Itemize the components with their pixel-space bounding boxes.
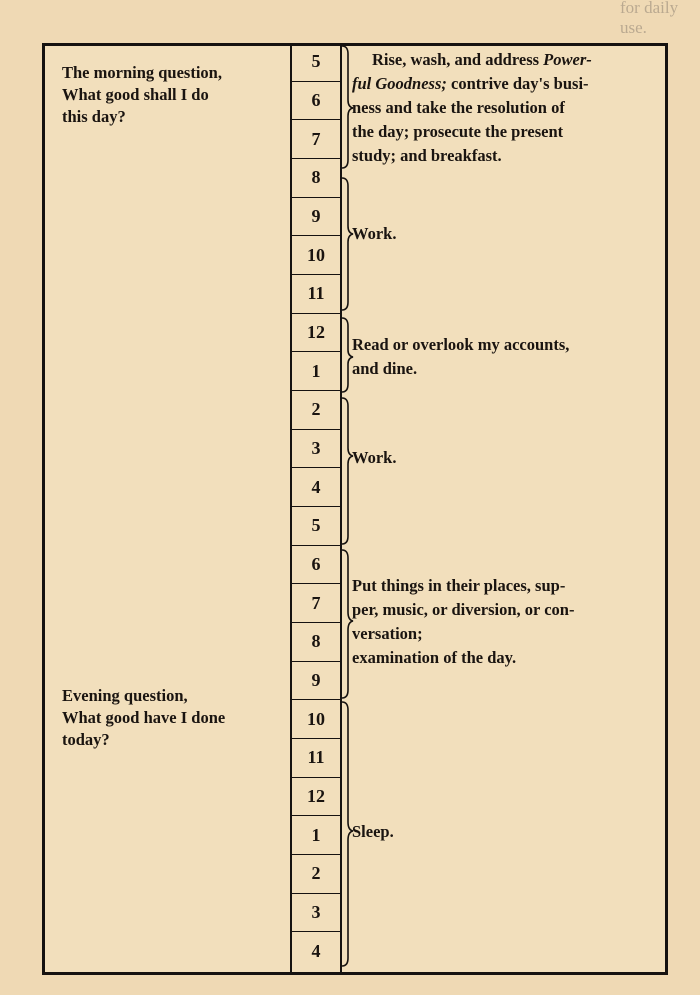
hour-cell: 7: [292, 120, 340, 159]
read-text: Read or overlook my accounts,: [352, 335, 570, 354]
evening-text: Put things in their places, sup-: [352, 576, 566, 595]
brace-sleep: [342, 702, 353, 966]
hour-cell: 1: [292, 816, 340, 855]
brace-work-afternoon: [342, 398, 353, 544]
hour-cell: 2: [292, 391, 340, 430]
hour-cell: 5: [292, 43, 340, 82]
morning-question-line: this day?: [62, 107, 126, 126]
rise-text-italic: ful Goodness;: [352, 74, 447, 93]
brace-evening: [342, 550, 353, 698]
rise-text: study; and breakfast.: [352, 146, 502, 165]
hour-cell: 10: [292, 700, 340, 739]
evening-question-line: today?: [62, 730, 110, 749]
hour-cell: 4: [311, 941, 321, 962]
rise-text: the day; prosecute the present: [352, 122, 564, 141]
hour-cell: 11: [292, 739, 340, 778]
morning-question-line: The morning question,: [62, 63, 222, 82]
evening-question-line: Evening question,: [62, 686, 188, 705]
brace-work-morning: [342, 178, 353, 310]
evening-text: per, music, or diversion, or con-: [352, 600, 575, 619]
rise-text: ness and take the resolution of: [352, 98, 565, 117]
hour-cell: 1: [292, 352, 340, 391]
activity-work-afternoon: Work.: [352, 448, 397, 467]
brace-read: [342, 318, 353, 392]
bleed-through-text: for daily use.: [620, 0, 679, 37]
evening-question-line: What good have I done: [62, 708, 226, 727]
hour-cell: 5: [292, 507, 340, 546]
rise-text: Rise, wash, and address: [372, 50, 544, 69]
hour-cell: 2: [292, 855, 340, 894]
hour-cell: 4: [292, 468, 340, 507]
rise-text-italic: Power-: [543, 50, 592, 69]
hour-cell: 8: [292, 159, 340, 198]
evening-text: examination of the day.: [352, 648, 517, 667]
hour-cell: 3: [292, 430, 340, 469]
hour-cell: 9: [292, 662, 340, 701]
hour-cell: 3: [292, 894, 340, 933]
activity-sleep: Sleep.: [352, 822, 394, 841]
read-text: and dine.: [352, 359, 418, 378]
hour-cell: 6: [292, 82, 340, 121]
brace-rise: [342, 46, 353, 168]
hour-cell: 6: [292, 546, 340, 585]
morning-question-line: What good shall I do: [62, 85, 209, 104]
activity-work-morning: Work.: [352, 224, 397, 243]
hour-cell: 10: [292, 236, 340, 275]
hour-cell: 7: [292, 584, 340, 623]
hour-cell: 12: [292, 314, 340, 353]
hour-cell: 9: [292, 198, 340, 237]
evening-text: versation;: [352, 624, 423, 643]
hour-cell: 8: [292, 623, 340, 662]
hour-cell: 11: [292, 275, 340, 314]
hour-cell: 12: [292, 778, 340, 817]
rise-text: contrive day's busi-: [446, 74, 589, 93]
